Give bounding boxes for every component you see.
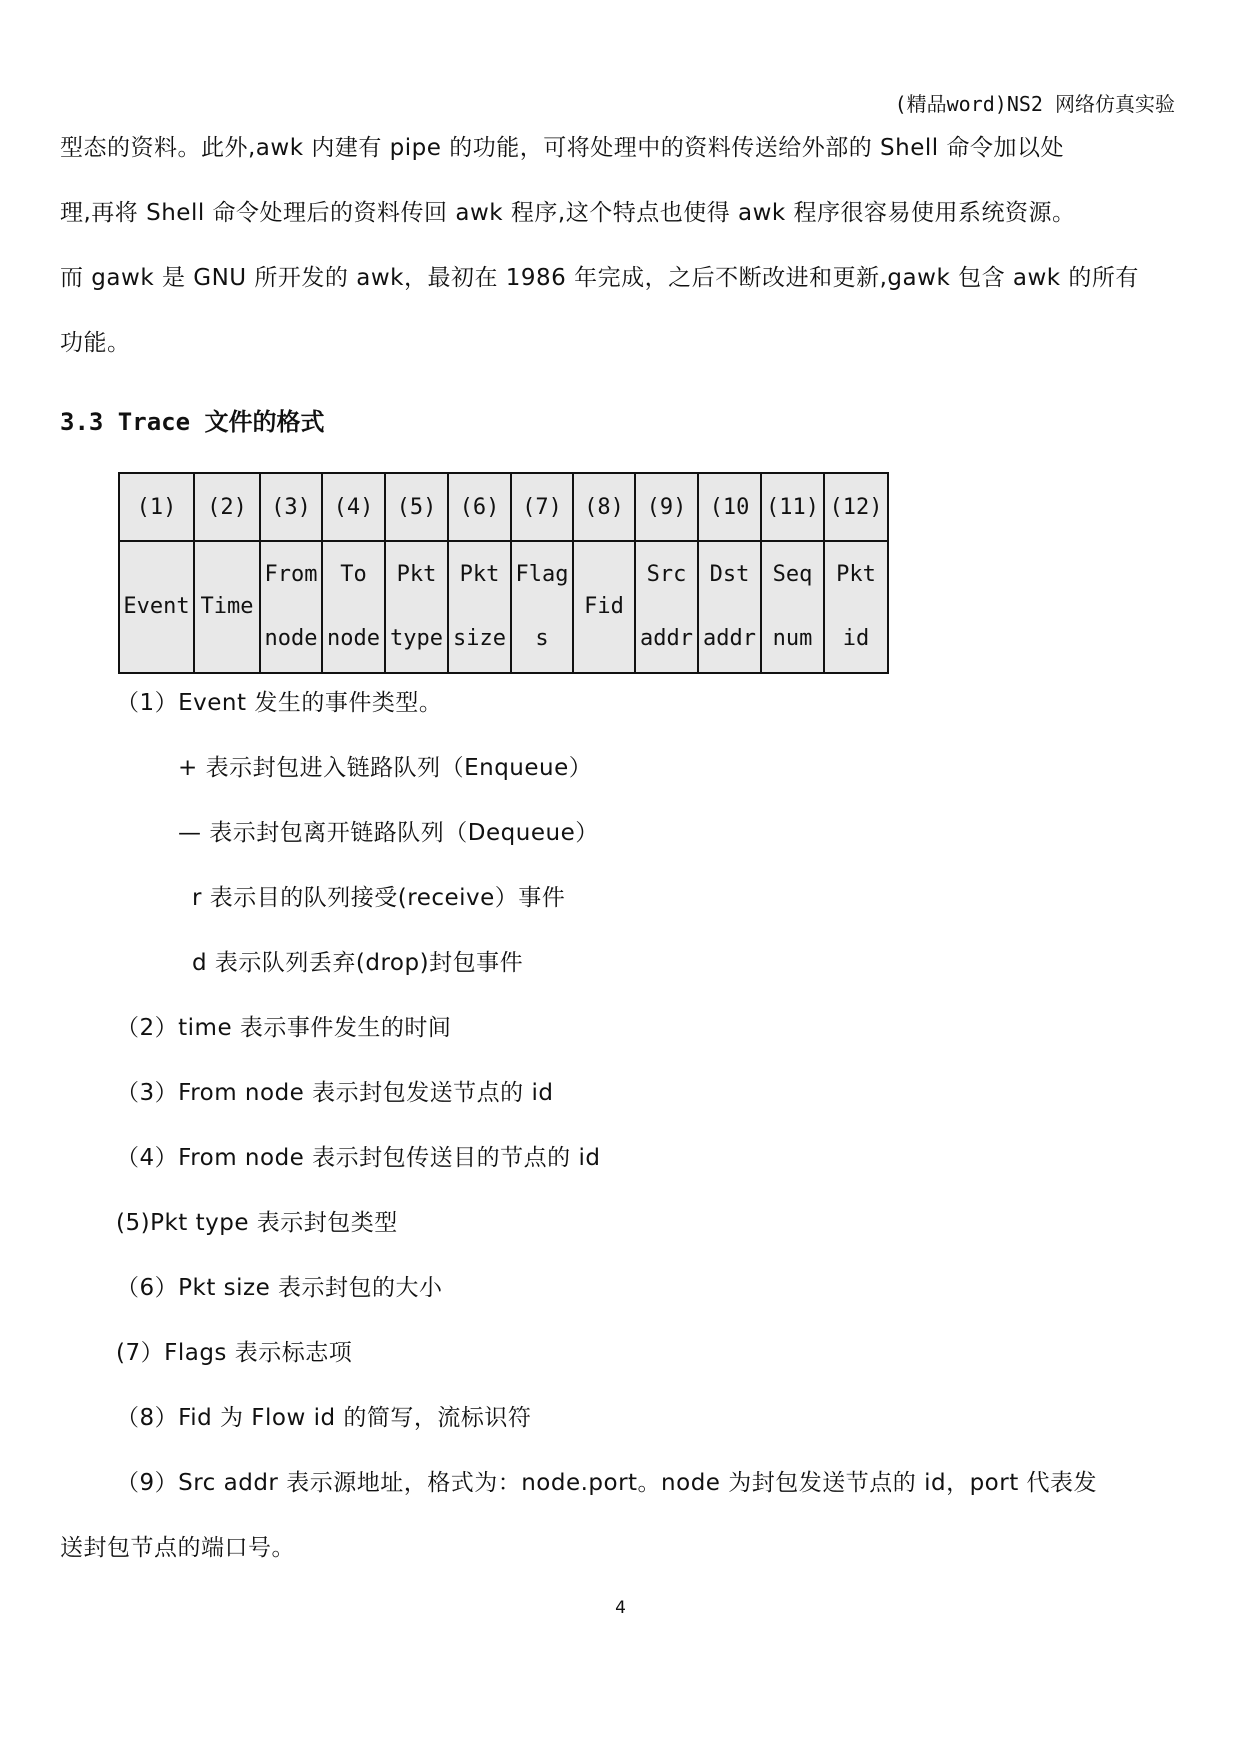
column-number-cell: (3) (260, 473, 322, 541)
field-name-cell (761, 541, 824, 673)
desc-time: （2）time 表示事件发生的时间 (116, 1015, 452, 1041)
table-field-row (119, 541, 888, 673)
desc-receive: r 表示目的队列接受(receive）事件 (192, 885, 566, 911)
field-name-top: Seq (772, 562, 813, 587)
column-number-cell: (9) (635, 473, 698, 541)
field-name-cell (194, 541, 260, 673)
field-name-top: Dst (709, 562, 750, 587)
desc-from-node: （3）From node 表示封包发送节点的 id (116, 1080, 554, 1106)
intro-paragraph (60, 116, 1185, 376)
field-name-bottom: addr (640, 626, 693, 651)
field-name-top: Pkt (396, 562, 437, 587)
field-name-cell (260, 541, 322, 673)
field-name-top: Pkt (459, 562, 500, 587)
desc-drop: d 表示队列丢弃(drop)封包事件 (192, 950, 524, 976)
column-number-cell: (12) (824, 473, 888, 541)
field-name-top: Flag (515, 562, 569, 587)
desc-flags: (7）Flags 表示标志项 (116, 1340, 353, 1366)
field-name-bottom: s (535, 626, 549, 651)
field-name-cell (635, 541, 698, 673)
field-name-top: From (264, 562, 318, 587)
field-name-bottom: num (772, 626, 813, 651)
field-name: Time (200, 594, 254, 619)
field-name-cell (119, 541, 194, 673)
column-number-cell: (4) (322, 473, 385, 541)
field-name-top: Src (646, 562, 687, 587)
field-name-top: Pkt (836, 562, 876, 587)
desc-enqueue: + 表示封包进入链路队列（Enqueue） (178, 755, 593, 781)
field-name-bottom: node (327, 626, 380, 651)
field-name-bottom: type (390, 626, 443, 651)
field-name: Fid (584, 594, 624, 619)
desc-to-node: （4）From node 表示封包传送目的节点的 id (116, 1145, 601, 1171)
column-number-cell: (10 (698, 473, 761, 541)
field-name-bottom: id (842, 626, 870, 651)
field-name-cell (322, 541, 385, 673)
column-number-cell: (5) (385, 473, 448, 541)
field-name-cell (448, 541, 511, 673)
field-name-bottom: size (453, 626, 506, 651)
desc-event: （1）Event 发生的事件类型。 (116, 690, 443, 716)
table-header-row (119, 473, 888, 541)
column-number-cell: (6) (448, 473, 511, 541)
intro-line: 功能。 (60, 330, 131, 356)
field-name-cell (385, 541, 448, 673)
desc-pkt-type: (5)Pkt type 表示封包类型 (116, 1210, 398, 1236)
field-name-bottom: addr (703, 626, 756, 651)
column-number-cell: (2) (194, 473, 260, 541)
desc-dequeue: — 表示封包离开链路队列（Dequeue） (178, 820, 599, 846)
desc-pkt-size: （6）Pkt size 表示封包的大小 (116, 1275, 443, 1301)
field-name-top: To (340, 562, 367, 587)
section-title: 3.3 Trace 文件的格式 (60, 408, 325, 436)
desc-fid: （8）Fid 为 Flow id 的简写，流标识符 (116, 1405, 532, 1431)
column-number-cell: (1) (119, 473, 194, 541)
desc-src-addr-cont: 送封包节点的端口号。 (60, 1535, 295, 1561)
column-number-cell: (8) (573, 473, 635, 541)
column-number-cell: (11) (761, 473, 824, 541)
intro-line: 理,再将 Shell 命令处理后的资料传回 awk 程序,这个特点也使得 awk 程序很容易使用系统资源。 (60, 200, 1076, 226)
page-header: (精品word)NS2 网络仿真实验 (894, 92, 1175, 116)
intro-line: 而 gawk 是 GNU 所开发的 awk，最初在 1986 年完成，之后不断改进和更新,gawk 包含 awk 的所有 (60, 265, 1139, 291)
column-number-cell: (7) (511, 473, 573, 541)
field-name-cell (824, 541, 888, 673)
field-name-cell (698, 541, 761, 673)
intro-line: 型态的资料。此外,awk 内建有 pipe 的功能，可将处理中的资料传送给外部的 Shell 命令加以处 (60, 135, 1064, 161)
field-name-cell (511, 541, 573, 673)
trace-format-table (118, 472, 889, 674)
field-name-bottom: node (264, 626, 318, 651)
page-number: 4 (615, 1598, 626, 1618)
field-name: Event (123, 594, 190, 619)
field-name-cell (573, 541, 635, 673)
desc-src-addr: （9）Src addr 表示源地址，格式为：node.port。node 为封包发送节点的 id，port 代表发 (116, 1470, 1098, 1496)
